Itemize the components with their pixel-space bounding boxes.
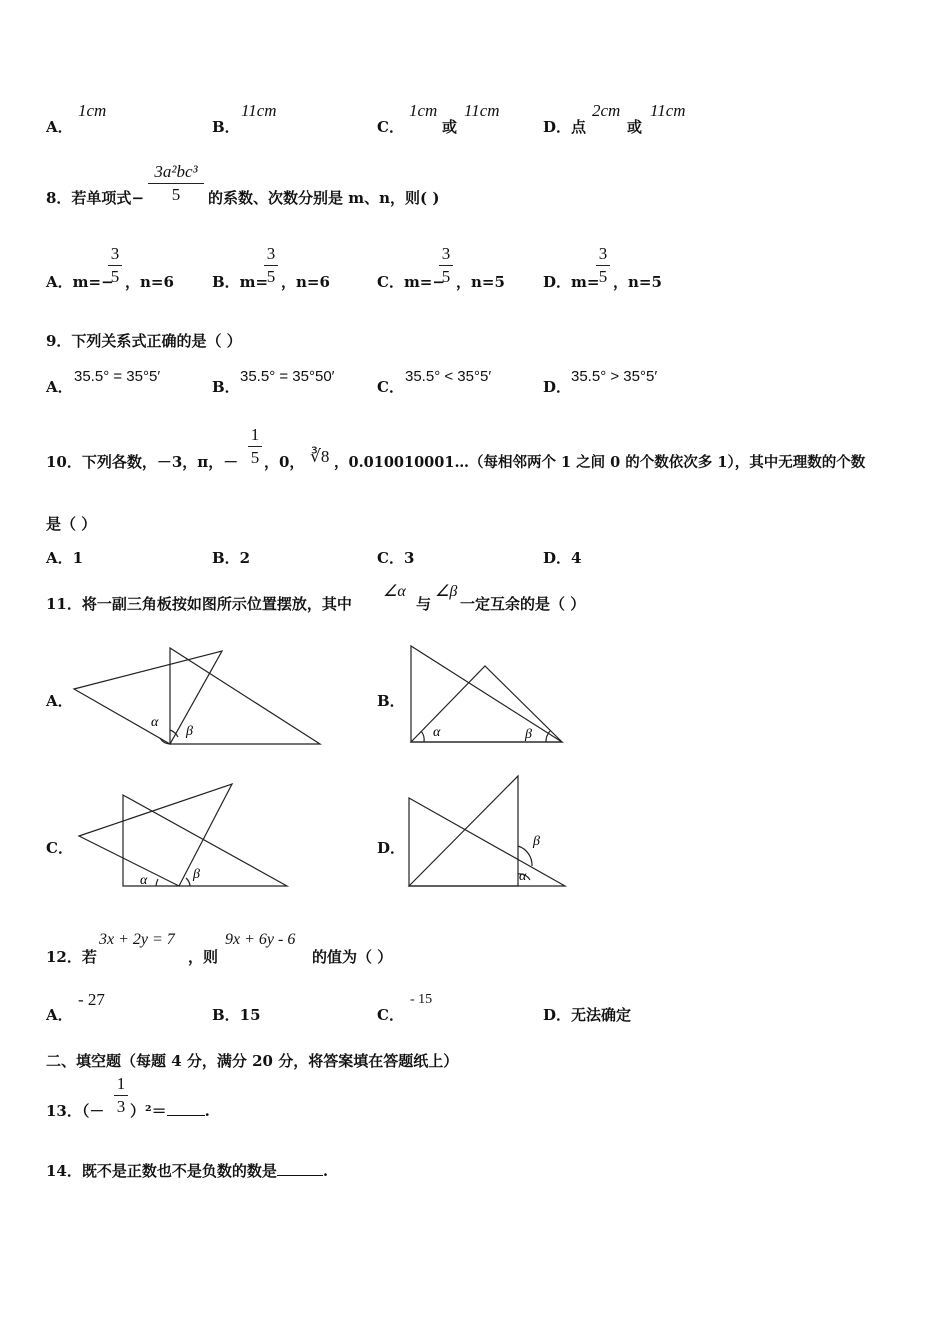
- q13-end: .: [204, 1102, 210, 1120]
- q11-part2: 一定互余的是（ ）: [460, 595, 586, 613]
- q8-option-a-den: 5: [110, 267, 120, 286]
- q7-option-d-or: 或: [627, 118, 643, 136]
- q7-option-c-value1: 1cm: [409, 101, 438, 120]
- q8-option-c-label: C．m=−: [377, 273, 445, 291]
- q13-frac-den: 3: [116, 1097, 126, 1116]
- q7-option-a-value: 1cm: [78, 101, 107, 120]
- q10-option-a: A．1: [46, 549, 84, 567]
- q12-suffix: 的值为（ ）: [312, 948, 393, 966]
- q13-answer-blank[interactable]: [167, 1115, 205, 1116]
- q8-option-c-tail: ，n=5: [456, 273, 505, 291]
- q12-prefix: 12．若: [46, 948, 97, 966]
- q9-option-d-expr: 35.5° > 35°5′: [571, 368, 658, 385]
- q9-option-a-expr: 35.5° = 35°5′: [74, 368, 161, 385]
- q14-text: 14．既不是正数也不是负数的数是: [46, 1162, 277, 1180]
- q7-option-b-value: 11cm: [241, 101, 277, 120]
- q11-beta: ∠β: [435, 583, 458, 600]
- q10-line2: 是（ ）: [46, 515, 97, 533]
- q11-option-b-label: B．: [377, 692, 405, 710]
- q8-frac-den: 5: [171, 185, 181, 204]
- q9-option-c-label: C．: [377, 378, 404, 396]
- figure-a: [74, 648, 320, 744]
- q9-option-a-label: A．: [46, 378, 73, 396]
- q7-option-d-value2: 11cm: [650, 101, 686, 120]
- q12-option-c-label: C．: [377, 1006, 404, 1024]
- q11-option-d-label: D．: [377, 839, 406, 857]
- q7-option-a-label: A．: [46, 118, 73, 136]
- figure-c: [79, 784, 287, 886]
- q11-option-a-label: A．: [46, 692, 73, 710]
- q7-option-d-label: D．点: [543, 118, 587, 136]
- q13-prefix: 13．（－: [46, 1102, 105, 1120]
- q8-option-d-label: D．m=: [543, 273, 600, 291]
- q8-frac-num: 3a²bc³: [154, 162, 198, 181]
- fig-b-alpha: α: [433, 725, 441, 740]
- q11-mid: 与: [416, 595, 432, 613]
- q7-option-c-value2: 11cm: [464, 101, 500, 120]
- q8-option-b-den: 5: [266, 267, 276, 286]
- q11-option-c-label: C．: [46, 839, 73, 857]
- q13-frac-num: 1: [116, 1074, 126, 1093]
- section-2-heading: 二、填空题（每题 4 分，满分 20 分，将答案填在答题纸上）: [46, 1052, 459, 1070]
- q12-mid: ，则: [188, 948, 219, 966]
- q12-eq2: 9x + 6y - 6: [225, 931, 296, 948]
- fig-d-alpha: α: [519, 869, 527, 884]
- q12-option-a-value: - 27: [78, 990, 105, 1009]
- q8-option-d-tail: ，n=5: [613, 273, 662, 291]
- fig-a-beta: β: [186, 724, 193, 739]
- q13-suffix: [130, 1100, 210, 1121]
- q10-frac-num: 1: [250, 425, 260, 444]
- q8-option-a-tail: ，n=6: [125, 273, 174, 291]
- fig-d-beta: β: [533, 834, 540, 849]
- q7-option-d-value1: 2cm: [592, 101, 621, 120]
- q9-option-b-label: B．: [212, 378, 240, 396]
- q14-answer-blank[interactable]: [277, 1175, 323, 1176]
- q8-option-a-num: 3: [110, 244, 120, 263]
- q13-suffix-text: ）²＝: [130, 1102, 167, 1120]
- q14-line: [46, 1160, 328, 1181]
- q8-option-c-den: 5: [441, 267, 451, 286]
- q8-option-a-label: A．m=−: [46, 273, 114, 291]
- fig-b-beta: β: [525, 727, 532, 742]
- q10-part1: 10．下列各数，－3，π，－: [46, 453, 239, 471]
- q10-part2: ，0，: [264, 453, 305, 471]
- q12-eq1: 3x + 2y = 7: [99, 931, 175, 948]
- q12-option-a-label: A．: [46, 1006, 73, 1024]
- q12-option-d: D．无法确定: [543, 1006, 632, 1024]
- q8-option-d-den: 5: [598, 267, 608, 286]
- q8-option-c-num: 3: [441, 244, 451, 263]
- q10-option-d: D．4: [543, 549, 582, 567]
- q10-cube-root: ∛8: [310, 447, 330, 466]
- q7-option-c-label: C．: [377, 118, 404, 136]
- fig-c-alpha: α: [140, 873, 148, 888]
- q9-option-d-label: D．: [543, 378, 572, 396]
- q8-suffix: 的系数、次数分别是 m、n，则( ): [208, 189, 440, 207]
- q8-option-b-num: 3: [266, 244, 276, 263]
- q10-part3: ，0.010010001…（每相邻两个 1 之间 0 的个数依次多 1），其中无理数的个数: [334, 454, 866, 471]
- q12-option-b: B．15: [212, 1006, 261, 1024]
- q11-alpha: ∠α: [383, 583, 406, 600]
- q14-end: .: [322, 1162, 329, 1180]
- fig-c-beta: β: [193, 867, 200, 882]
- fig-a-alpha: α: [151, 715, 159, 730]
- figure-d: [409, 776, 565, 886]
- q8-option-b-label: B．m=: [212, 273, 269, 291]
- q8-option-d-num: 3: [598, 244, 608, 263]
- q10-option-c: C．3: [377, 549, 415, 567]
- q11-part1: 11．将一副三角板按如图所示位置摆放，其中: [46, 595, 352, 613]
- q9-option-b-expr: 35.5° = 35°50′: [240, 368, 335, 385]
- q8-prefix: 8．若单项式−: [46, 189, 145, 207]
- q7-option-b-label: B．: [212, 118, 240, 136]
- q8-option-b-tail: ，n=6: [281, 273, 330, 291]
- q9-stem: 9．下列关系式正确的是（ ）: [46, 332, 242, 350]
- q12-option-c-value: - 15: [410, 992, 433, 1007]
- q9-option-c-expr: 35.5° < 35°5′: [405, 368, 492, 385]
- q10-frac-den: 5: [250, 448, 260, 467]
- q13-fraction: [114, 1074, 128, 1117]
- q7-option-c-or: 或: [442, 118, 458, 136]
- q10-option-b: B．2: [212, 549, 251, 567]
